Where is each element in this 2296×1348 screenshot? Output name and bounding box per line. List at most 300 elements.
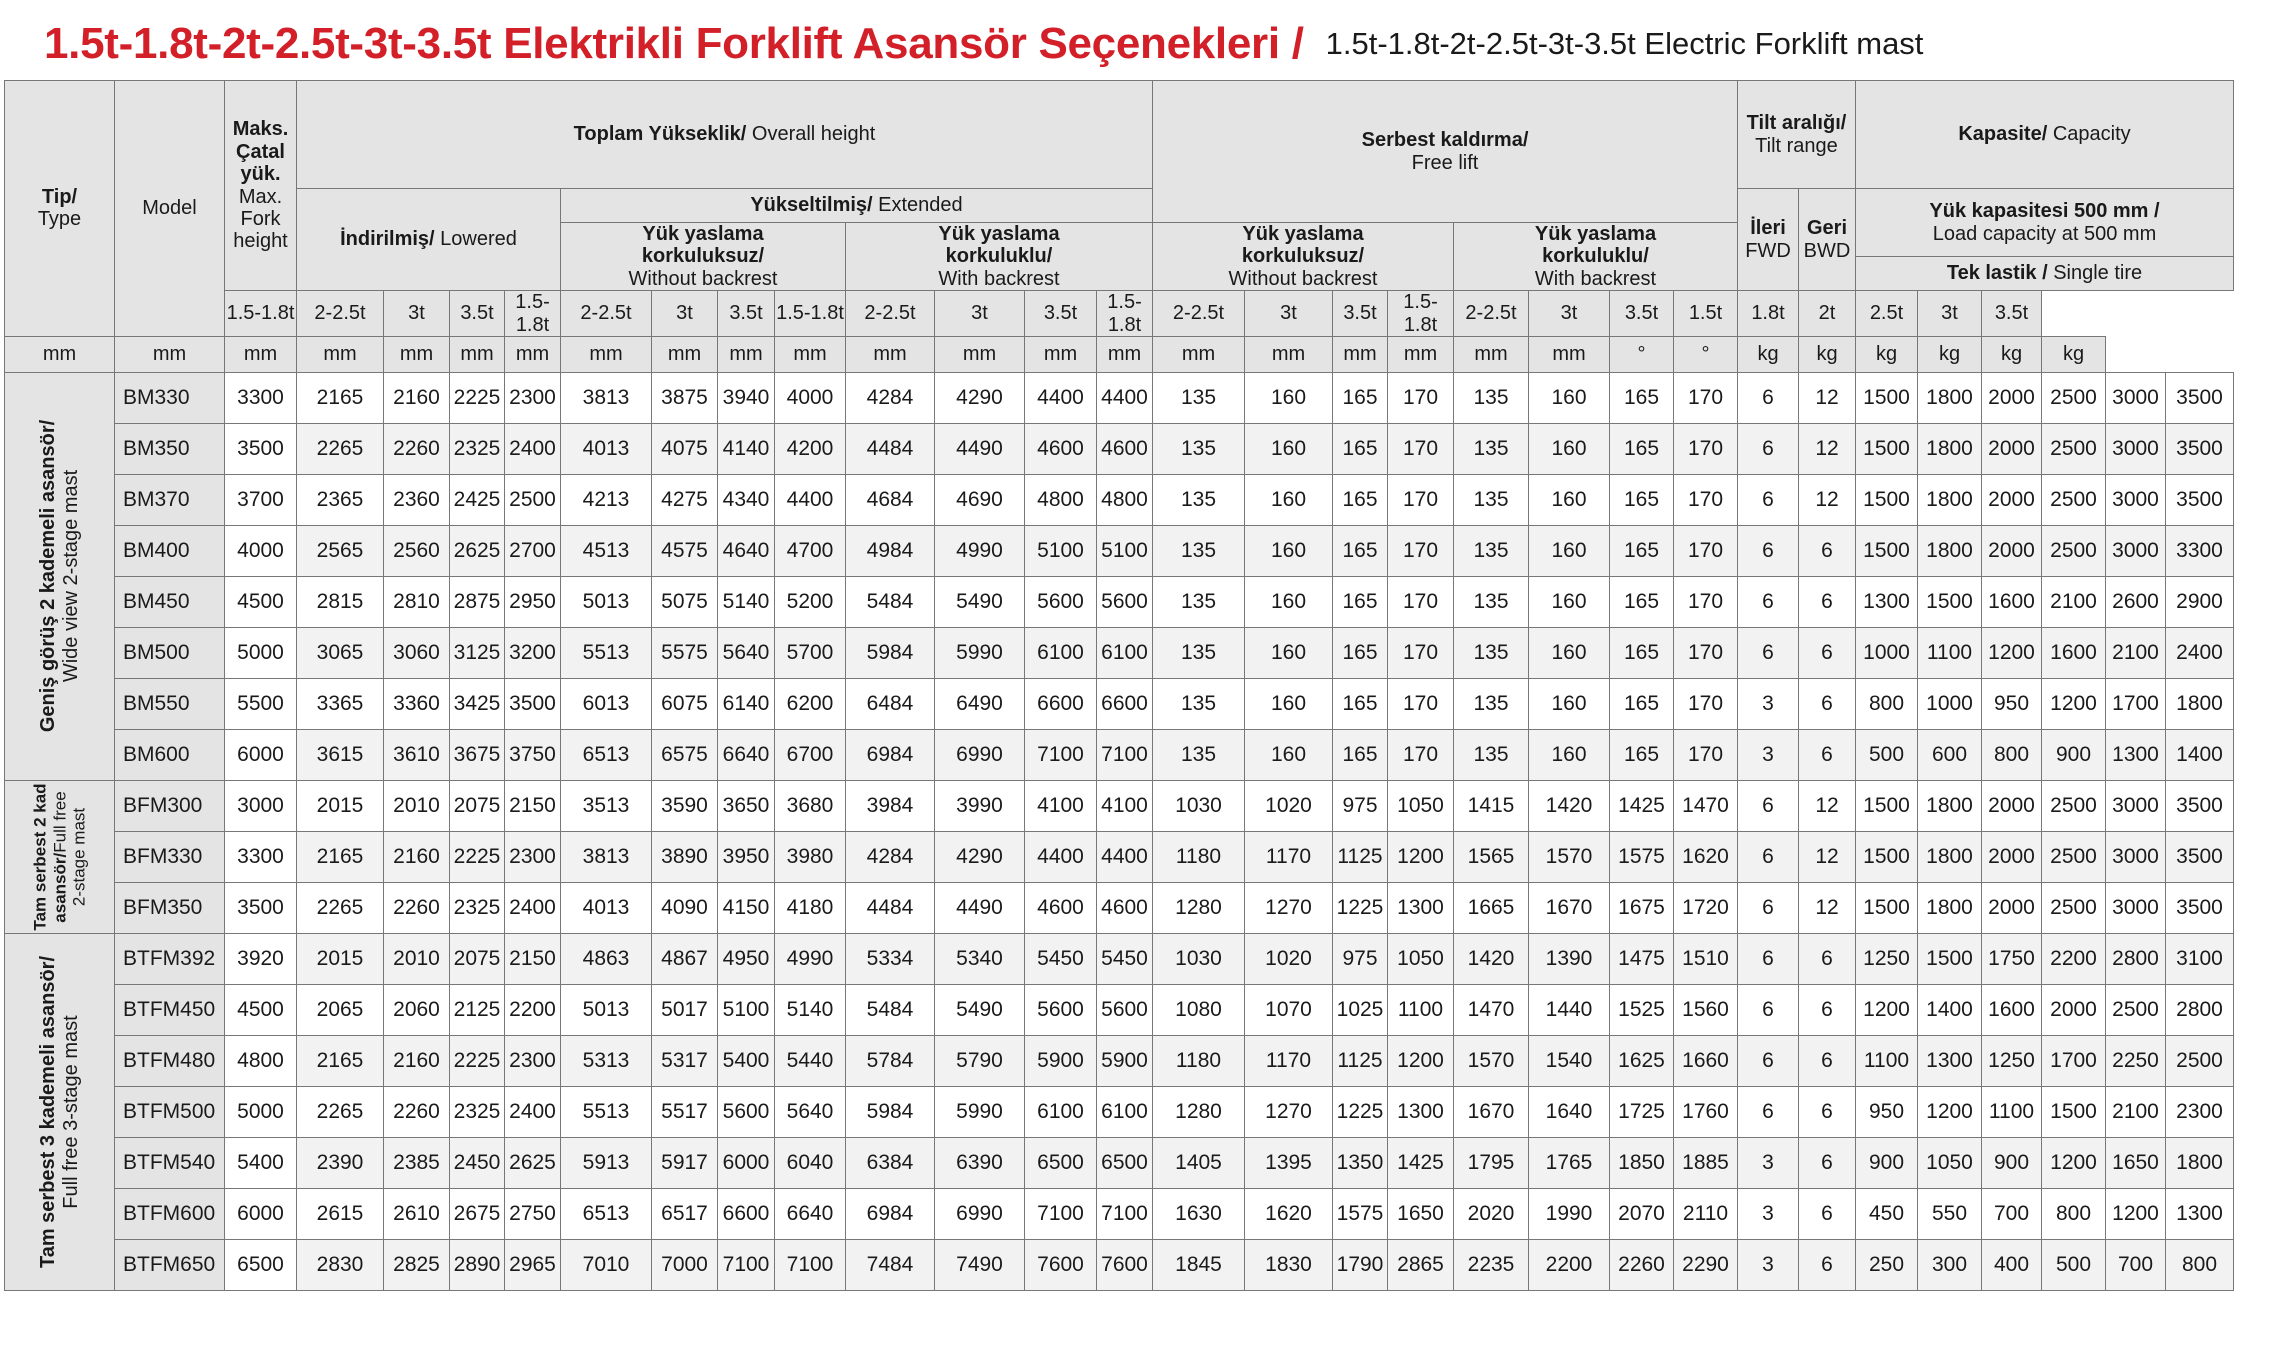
capacity-cell: 600 (1918, 729, 1982, 780)
freelift-with-backrest-cell: 170 (1674, 729, 1738, 780)
group-label-3 (5, 933, 115, 1290)
freelift-with-backrest-cell: 1620 (1674, 831, 1738, 882)
lowered-cell: 2075 (450, 780, 505, 831)
model-cell: BM500 (115, 627, 225, 678)
capacity-cell: 2100 (2042, 576, 2106, 627)
capacity-cell: 900 (1982, 1137, 2042, 1188)
unit-cell: mm (1097, 336, 1153, 372)
max-fork-height-cell: 6500 (225, 1239, 297, 1290)
freelift-with-backrest-cell: 1675 (1610, 882, 1674, 933)
extended-without-backrest-cell: 4513 (561, 525, 652, 576)
tilt-bwd-cell: 6 (1799, 1239, 1856, 1290)
max-fork-height-cell: 4000 (225, 525, 297, 576)
unit-cell: mm (561, 336, 652, 372)
extended-with-backrest-cell: 5600 (1097, 576, 1153, 627)
model-cell: BTFM480 (115, 1035, 225, 1086)
extended-with-backrest-cell: 5490 (935, 576, 1025, 627)
unit-cell: mm (505, 336, 561, 372)
extended-without-backrest-cell: 7100 (775, 1239, 846, 1290)
lowered-cell: 3675 (450, 729, 505, 780)
subcol-lowered-3: 3t (384, 291, 450, 337)
group-label-2 (5, 780, 115, 933)
extended-without-backrest-cell: 4180 (775, 882, 846, 933)
capacity-cell: 950 (1856, 1086, 1918, 1137)
lowered-cell: 2825 (384, 1239, 450, 1290)
extended-with-backrest-cell: 3984 (846, 780, 935, 831)
capacity-cell: 1800 (2166, 678, 2234, 729)
header-load-capacity: Yük kapasitesi 500 mm / Load capacity at 500 mm (1856, 189, 2234, 257)
subcol-lowered-2: 2-2.5t (297, 291, 384, 337)
tilt-fwd-cell: 6 (1738, 372, 1799, 423)
freelift-with-backrest-cell: 1575 (1610, 831, 1674, 882)
extended-with-backrest-cell: 5600 (1097, 984, 1153, 1035)
extended-without-backrest-cell: 6640 (718, 729, 775, 780)
extended-without-backrest-cell: 6640 (775, 1188, 846, 1239)
capacity-cell: 1800 (2166, 1137, 2234, 1188)
subcol-cap-2: 1.8t (1738, 291, 1799, 337)
freelift-with-backrest-cell: 170 (1674, 474, 1738, 525)
extended-without-backrest-cell: 5917 (652, 1137, 718, 1188)
capacity-cell: 3000 (2106, 525, 2166, 576)
capacity-cell: 900 (2042, 729, 2106, 780)
capacity-cell: 2500 (2042, 882, 2106, 933)
tilt-bwd-cell: 6 (1799, 729, 1856, 780)
capacity-cell: 2500 (2042, 831, 2106, 882)
lowered-cell: 2265 (297, 1086, 384, 1137)
lowered-cell: 2625 (450, 525, 505, 576)
extended-without-backrest-cell: 4075 (652, 423, 718, 474)
lowered-cell: 2260 (384, 882, 450, 933)
extended-with-backrest-cell: 7100 (1097, 729, 1153, 780)
capacity-cell: 3500 (2166, 474, 2234, 525)
lowered-cell: 3500 (505, 678, 561, 729)
freelift-with-backrest-cell: 1510 (1674, 933, 1738, 984)
lowered-cell: 2500 (505, 474, 561, 525)
extended-with-backrest-cell: 4400 (1097, 831, 1153, 882)
capacity-cell: 1500 (2042, 1086, 2106, 1137)
freelift-with-backrest-cell: 165 (1610, 678, 1674, 729)
capacity-cell: 3500 (2166, 780, 2234, 831)
tilt-fwd-cell: 3 (1738, 1137, 1799, 1188)
tilt-fwd-cell: 6 (1738, 627, 1799, 678)
freelift-with-backrest-cell: 1560 (1674, 984, 1738, 1035)
extended-without-backrest-cell: 6200 (775, 678, 846, 729)
lowered-cell: 2325 (450, 1086, 505, 1137)
capacity-cell: 1200 (1918, 1086, 1982, 1137)
lowered-cell: 2360 (384, 474, 450, 525)
freelift-without-backrest-cell: 165 (1333, 372, 1388, 423)
freelift-without-backrest-cell: 1225 (1333, 882, 1388, 933)
freelift-with-backrest-cell: 1725 (1610, 1086, 1674, 1137)
lowered-cell: 2425 (450, 474, 505, 525)
subcol-cap-3: 2t (1799, 291, 1856, 337)
freelift-with-backrest-cell: 1720 (1674, 882, 1738, 933)
capacity-cell: 2000 (1982, 423, 2042, 474)
extended-without-backrest-cell: 6517 (652, 1188, 718, 1239)
capacity-cell: 1600 (2042, 627, 2106, 678)
capacity-cell: 2500 (2042, 474, 2106, 525)
capacity-cell: 2100 (2106, 627, 2166, 678)
extended-with-backrest-cell: 7100 (1025, 729, 1097, 780)
unit-cell: mm (846, 336, 935, 372)
capacity-cell: 2200 (2042, 933, 2106, 984)
table-row (5, 423, 2234, 474)
tilt-bwd-cell: 12 (1799, 372, 1856, 423)
table-row (5, 474, 2234, 525)
freelift-with-backrest-cell: 165 (1610, 474, 1674, 525)
extended-with-backrest-cell: 4800 (1025, 474, 1097, 525)
unit-cell: mm (115, 336, 225, 372)
freelift-without-backrest-cell: 160 (1245, 372, 1333, 423)
capacity-cell: 2300 (2166, 1086, 2234, 1137)
capacity-cell: 2400 (2166, 627, 2234, 678)
subcol-fl-wb-2: 2-2.5t (1454, 291, 1529, 337)
extended-without-backrest-cell: 3875 (652, 372, 718, 423)
extended-without-backrest-cell: 3650 (718, 780, 775, 831)
extended-with-backrest-cell: 5600 (1025, 576, 1097, 627)
freelift-without-backrest-cell: 170 (1388, 678, 1454, 729)
freelift-with-backrest-cell: 135 (1454, 729, 1529, 780)
lowered-cell: 2365 (297, 474, 384, 525)
tilt-bwd-cell: 12 (1799, 423, 1856, 474)
freelift-without-backrest-cell: 1300 (1388, 1086, 1454, 1137)
unit-cell: ° (1610, 336, 1674, 372)
lowered-cell: 2265 (297, 882, 384, 933)
freelift-without-backrest-cell: 135 (1153, 729, 1245, 780)
freelift-with-backrest-cell: 135 (1454, 474, 1529, 525)
lowered-cell: 3200 (505, 627, 561, 678)
capacity-cell: 1800 (1918, 831, 1982, 882)
freelift-without-backrest-cell: 165 (1333, 576, 1388, 627)
lowered-cell: 2075 (450, 933, 505, 984)
lowered-cell: 2875 (450, 576, 505, 627)
unit-cell: mm (1333, 336, 1388, 372)
lowered-cell: 2950 (505, 576, 561, 627)
freelift-without-backrest-cell: 1180 (1153, 831, 1245, 882)
header-single-tire: Tek lastik / Single tire (1856, 257, 2234, 291)
lowered-cell: 2225 (450, 372, 505, 423)
lowered-cell: 2750 (505, 1188, 561, 1239)
model-cell: BFM330 (115, 831, 225, 882)
extended-without-backrest-cell: 3513 (561, 780, 652, 831)
lowered-cell: 3750 (505, 729, 561, 780)
model-cell: BFM350 (115, 882, 225, 933)
freelift-without-backrest-cell: 170 (1388, 627, 1454, 678)
subcol-ext-wob-4: 3.5t (718, 291, 775, 337)
extended-without-backrest-cell: 5700 (775, 627, 846, 678)
max-fork-height-cell: 6000 (225, 729, 297, 780)
table-row (5, 780, 2234, 831)
freelift-with-backrest-cell: 1470 (1674, 780, 1738, 831)
header-extended: Yükseltilmiş/ Extended (561, 189, 1153, 223)
freelift-with-backrest-cell: 170 (1674, 372, 1738, 423)
header-overall-height: Toplam Yükseklik/ Overall height (297, 81, 1153, 189)
subcol-fl-wob-2: 2-2.5t (1153, 291, 1245, 337)
model-cell: BFM300 (115, 780, 225, 831)
freelift-without-backrest-cell: 1270 (1245, 882, 1333, 933)
freelift-with-backrest-cell: 1795 (1454, 1137, 1529, 1188)
capacity-cell: 1800 (1918, 525, 1982, 576)
freelift-with-backrest-cell: 2235 (1454, 1239, 1529, 1290)
subcol-ext-wob-3: 3t (652, 291, 718, 337)
lowered-cell: 3060 (384, 627, 450, 678)
capacity-cell: 2100 (2106, 1086, 2166, 1137)
subcol-cap-6: 3.5t (1982, 291, 2042, 337)
lowered-cell: 2165 (297, 831, 384, 882)
subcol-cap-4: 2.5t (1856, 291, 1918, 337)
freelift-without-backrest-cell: 1125 (1333, 831, 1388, 882)
lowered-cell: 2260 (384, 1086, 450, 1137)
extended-with-backrest-cell: 4600 (1025, 423, 1097, 474)
capacity-cell: 1500 (1856, 423, 1918, 474)
extended-with-backrest-cell: 5600 (1025, 984, 1097, 1035)
capacity-cell: 3000 (2106, 780, 2166, 831)
freelift-without-backrest-cell: 160 (1245, 474, 1333, 525)
freelift-without-backrest-cell: 170 (1388, 576, 1454, 627)
freelift-without-backrest-cell: 160 (1245, 423, 1333, 474)
capacity-cell: 1400 (2166, 729, 2234, 780)
capacity-cell: 3500 (2166, 882, 2234, 933)
extended-with-backrest-cell: 4990 (935, 525, 1025, 576)
freelift-without-backrest-cell: 160 (1245, 729, 1333, 780)
capacity-cell: 1600 (1982, 984, 2042, 1035)
subcol-cap-1: 1.5t (1674, 291, 1738, 337)
max-fork-height-cell: 3700 (225, 474, 297, 525)
table-row (5, 984, 2234, 1035)
extended-without-backrest-cell: 3950 (718, 831, 775, 882)
capacity-cell: 1500 (1856, 525, 1918, 576)
lowered-cell: 2385 (384, 1137, 450, 1188)
header-fwd: İleri FWD (1738, 189, 1799, 291)
lowered-cell: 3425 (450, 678, 505, 729)
capacity-cell: 2250 (2106, 1035, 2166, 1086)
freelift-without-backrest-cell: 170 (1388, 474, 1454, 525)
capacity-cell: 1800 (1918, 423, 1982, 474)
capacity-cell: 1700 (2042, 1035, 2106, 1086)
extended-without-backrest-cell: 5013 (561, 984, 652, 1035)
extended-without-backrest-cell: 4990 (775, 933, 846, 984)
freelift-with-backrest-cell: 165 (1610, 576, 1674, 627)
extended-with-backrest-cell: 6984 (846, 1188, 935, 1239)
unit-cell: mm (1454, 336, 1529, 372)
freelift-without-backrest-cell: 1845 (1153, 1239, 1245, 1290)
tilt-bwd-cell: 6 (1799, 1137, 1856, 1188)
extended-without-backrest-cell: 5317 (652, 1035, 718, 1086)
extended-without-backrest-cell: 5913 (561, 1137, 652, 1188)
freelift-with-backrest-cell: 1670 (1454, 1086, 1529, 1137)
extended-without-backrest-cell: 5075 (652, 576, 718, 627)
capacity-cell: 2500 (2042, 423, 2106, 474)
lowered-cell: 2065 (297, 984, 384, 1035)
extended-with-backrest-cell: 5990 (935, 1086, 1025, 1137)
tilt-fwd-cell: 6 (1738, 525, 1799, 576)
extended-without-backrest-cell: 6575 (652, 729, 718, 780)
extended-without-backrest-cell: 6075 (652, 678, 718, 729)
capacity-cell: 1650 (2106, 1137, 2166, 1188)
unit-cell: mm (775, 336, 846, 372)
max-fork-height-cell: 6000 (225, 1188, 297, 1239)
freelift-with-backrest-cell: 1440 (1529, 984, 1610, 1035)
model-cell: BM400 (115, 525, 225, 576)
lowered-cell: 2300 (505, 372, 561, 423)
lowered-cell: 2225 (450, 1035, 505, 1086)
model-cell: BTFM540 (115, 1137, 225, 1188)
extended-without-backrest-cell: 7100 (718, 1239, 775, 1290)
tilt-bwd-cell: 6 (1799, 1086, 1856, 1137)
capacity-cell: 1300 (1918, 1035, 1982, 1086)
tilt-bwd-cell: 6 (1799, 1035, 1856, 1086)
extended-with-backrest-cell: 5100 (1097, 525, 1153, 576)
extended-with-backrest-cell: 6490 (935, 678, 1025, 729)
subcol-ext-wb-4: 3.5t (1025, 291, 1097, 337)
freelift-with-backrest-cell: 1670 (1529, 882, 1610, 933)
tilt-fwd-cell: 3 (1738, 1239, 1799, 1290)
freelift-with-backrest-cell: 1990 (1529, 1188, 1610, 1239)
capacity-cell: 1300 (2106, 729, 2166, 780)
capacity-cell: 400 (1982, 1239, 2042, 1290)
freelift-without-backrest-cell: 1280 (1153, 882, 1245, 933)
extended-with-backrest-cell: 4984 (846, 525, 935, 576)
capacity-cell: 500 (1856, 729, 1918, 780)
max-fork-height-cell: 4800 (225, 1035, 297, 1086)
tilt-bwd-cell: 6 (1799, 933, 1856, 984)
capacity-cell: 2800 (2106, 933, 2166, 984)
max-fork-height-cell: 3300 (225, 831, 297, 882)
model-cell: BTFM500 (115, 1086, 225, 1137)
freelift-with-backrest-cell: 2020 (1454, 1188, 1529, 1239)
freelift-without-backrest-cell: 160 (1245, 627, 1333, 678)
capacity-cell: 1000 (1918, 678, 1982, 729)
tilt-bwd-cell: 6 (1799, 1188, 1856, 1239)
capacity-cell: 2000 (2042, 984, 2106, 1035)
tilt-fwd-cell: 6 (1738, 882, 1799, 933)
capacity-cell: 1000 (1856, 627, 1918, 678)
unit-cell: kg (1982, 336, 2042, 372)
freelift-without-backrest-cell: 1125 (1333, 1035, 1388, 1086)
lowered-cell: 3125 (450, 627, 505, 678)
subcol-fl-wob-3: 3t (1245, 291, 1333, 337)
model-cell: BM600 (115, 729, 225, 780)
freelift-with-backrest-cell: 170 (1674, 423, 1738, 474)
lowered-cell: 2810 (384, 576, 450, 627)
capacity-cell: 1300 (2166, 1188, 2234, 1239)
capacity-cell: 3100 (2166, 933, 2234, 984)
capacity-cell: 3000 (2106, 882, 2166, 933)
table-row (5, 1035, 2234, 1086)
capacity-cell: 1500 (1856, 780, 1918, 831)
lowered-cell: 2225 (450, 831, 505, 882)
capacity-cell: 1050 (1918, 1137, 1982, 1188)
subcol-lowered-4: 3.5t (450, 291, 505, 337)
subcol-fl-wob-1: 1.5-1.8t (1097, 291, 1153, 337)
table-row (5, 576, 2234, 627)
extended-without-backrest-cell: 3680 (775, 780, 846, 831)
subcol-ext-wb-3: 3t (935, 291, 1025, 337)
extended-without-backrest-cell: 7000 (652, 1239, 718, 1290)
lowered-cell: 2160 (384, 831, 450, 882)
unit-cell: mm (1025, 336, 1097, 372)
freelift-with-backrest-cell: 160 (1529, 372, 1610, 423)
lowered-cell: 3610 (384, 729, 450, 780)
lowered-cell: 2565 (297, 525, 384, 576)
tilt-fwd-cell: 6 (1738, 933, 1799, 984)
freelift-with-backrest-cell: 135 (1454, 678, 1529, 729)
extended-with-backrest-cell: 6600 (1025, 678, 1097, 729)
header-model: Model (115, 81, 225, 337)
freelift-with-backrest-cell: 160 (1529, 423, 1610, 474)
freelift-with-backrest-cell: 1415 (1454, 780, 1529, 831)
freelift-with-backrest-cell: 2070 (1610, 1188, 1674, 1239)
freelift-without-backrest-cell: 1830 (1245, 1239, 1333, 1290)
extended-with-backrest-cell: 4490 (935, 882, 1025, 933)
freelift-without-backrest-cell: 1575 (1333, 1188, 1388, 1239)
extended-without-backrest-cell: 4013 (561, 423, 652, 474)
freelift-without-backrest-cell: 1620 (1245, 1188, 1333, 1239)
unit-cell: mm (450, 336, 505, 372)
extended-without-backrest-cell: 3980 (775, 831, 846, 882)
freelift-without-backrest-cell: 1080 (1153, 984, 1245, 1035)
extended-without-backrest-cell: 5517 (652, 1086, 718, 1137)
tilt-fwd-cell: 6 (1738, 423, 1799, 474)
freelift-with-backrest-cell: 2110 (1674, 1188, 1738, 1239)
extended-with-backrest-cell: 6384 (846, 1137, 935, 1188)
lowered-cell: 3365 (297, 678, 384, 729)
freelift-with-backrest-cell: 2260 (1610, 1239, 1674, 1290)
tilt-fwd-cell: 6 (1738, 984, 1799, 1035)
group-label-text: Tam serbest 3 kademeli asansör/ Full free 3-stage mast (36, 955, 82, 1268)
capacity-cell: 1250 (1856, 933, 1918, 984)
freelift-with-backrest-cell: 1850 (1610, 1137, 1674, 1188)
freelift-without-backrest-cell: 975 (1333, 933, 1388, 984)
freelift-with-backrest-cell: 165 (1610, 525, 1674, 576)
lowered-cell: 2700 (505, 525, 561, 576)
freelift-with-backrest-cell: 1390 (1529, 933, 1610, 984)
lowered-cell: 2965 (505, 1239, 561, 1290)
extended-with-backrest-cell: 4400 (1097, 372, 1153, 423)
tilt-fwd-cell: 3 (1738, 1188, 1799, 1239)
header-extended-with-backrest: Yük yaslama korkuluklu/ With backrest (846, 223, 1153, 291)
subcol-cap-5: 3t (1918, 291, 1982, 337)
header-tilt-range: Tilt aralığı/ Tilt range (1738, 81, 1856, 189)
freelift-with-backrest-cell: 170 (1674, 525, 1738, 576)
freelift-without-backrest-cell: 165 (1333, 525, 1388, 576)
lowered-cell: 2325 (450, 423, 505, 474)
extended-with-backrest-cell: 6990 (935, 729, 1025, 780)
extended-with-backrest-cell: 5484 (846, 576, 935, 627)
tilt-bwd-cell: 6 (1799, 576, 1856, 627)
extended-without-backrest-cell: 5100 (718, 984, 775, 1035)
freelift-with-backrest-cell: 170 (1674, 576, 1738, 627)
max-fork-height-cell: 3300 (225, 372, 297, 423)
model-cell: BTFM600 (115, 1188, 225, 1239)
header-bwd: Geri BWD (1799, 189, 1856, 291)
capacity-cell: 2900 (2166, 576, 2234, 627)
extended-with-backrest-cell: 5490 (935, 984, 1025, 1035)
freelift-without-backrest-cell: 1270 (1245, 1086, 1333, 1137)
lowered-cell: 2200 (505, 984, 561, 1035)
capacity-cell: 1500 (1918, 933, 1982, 984)
freelift-without-backrest-cell: 1020 (1245, 780, 1333, 831)
extended-with-backrest-cell: 7100 (1025, 1188, 1097, 1239)
freelift-with-backrest-cell: 135 (1454, 525, 1529, 576)
freelift-with-backrest-cell: 2290 (1674, 1239, 1738, 1290)
lowered-cell: 2165 (297, 372, 384, 423)
max-fork-height-cell: 4500 (225, 984, 297, 1035)
freelift-with-backrest-cell: 1765 (1529, 1137, 1610, 1188)
capacity-cell: 3500 (2166, 372, 2234, 423)
subcol-ext-wb-1: 1.5-1.8t (775, 291, 846, 337)
lowered-cell: 2010 (384, 933, 450, 984)
